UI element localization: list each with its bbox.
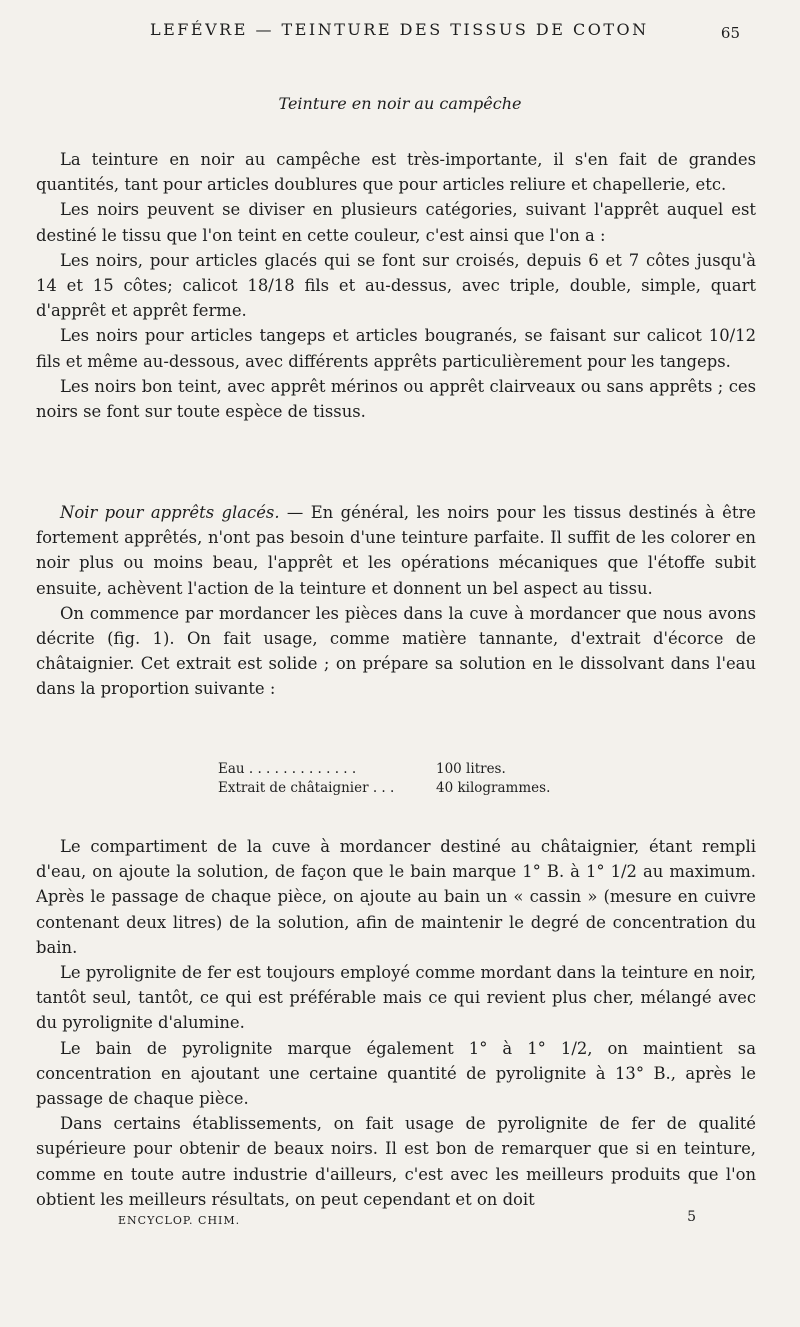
ingredient-name: Extrait de châtaignier . . . <box>218 780 395 796</box>
paragraph: Le pyrolignite de fer est toujours employé comme mordant dans la teinture en noir, tantôt seul, tantôt, ce qui est préférable mais ce qui revient plus cher, mélangé avec du pyrolignite d'alumine. <box>36 963 756 1033</box>
run-in-heading: Noir pour apprêts glacés. <box>60 503 280 522</box>
paragraph: La teinture en noir au campêche est très-importante, il s'en fait de grandes quantités, tant pour articles doublures que pour articles reliure et chapellerie, etc. <box>36 150 756 195</box>
paragraph <box>36 500 756 601</box>
signature-mark: 5 <box>687 1209 696 1225</box>
ingredient-name: Eau . . . . . . . . . . . . . <box>218 761 357 777</box>
paragraph: On commence par mordancer les pièces dans la cuve à mordancer que nous avons décrite (fig. 1). On fait usage, comme matière tannante, d'extrait d'écorce de châtaignier. Cet extrait est solide ; on prépare sa solution en le dissolvant dans l'eau dans la proportion suivante : <box>36 603 756 699</box>
closing-block <box>36 834 756 1212</box>
ingredient-row <box>218 760 550 779</box>
glaces-block <box>36 500 756 702</box>
ingredient-table <box>218 760 550 798</box>
paragraph: Le compartiment de la cuve à mordancer destiné au châtaignier, étant rempli d'eau, on ajoute la solution, de façon que le bain marque 1° B. à 1° 1/2 au maximum. Après le passage de chaque pièce, on ajoute au bain un « cassin » (mesure en cuivre contenant deux litres) de la solution, afin de maintenir le degré de concentration du bain. <box>36 837 756 957</box>
paragraph: Les noirs bon teint, avec apprêt mérinos ou apprêt clairveaux ou sans apprêts ; ces noirs se font sur toute espèce de tissus. <box>36 376 756 422</box>
ingredient-quantity: 100 litres. <box>436 761 506 777</box>
ingredient-row <box>218 779 550 798</box>
intro-block <box>36 147 756 424</box>
paragraph: Les noirs pour articles tangeps et articles bougranés, se faisant sur calicot 10/12 fils et même au-dessous, avec différents apprêts particulièrement pour les tangeps. <box>36 326 756 371</box>
page-number: 65 <box>720 24 740 42</box>
ingredient-quantity: 40 kilogrammes. <box>436 780 551 796</box>
book-label: ENCYCLOP. CHIM. <box>118 1214 241 1227</box>
paragraph: Les noirs peuvent se diviser en plusieurs catégories, suivant l'apprêt auquel est destiné le tissu que l'on teint en cette couleur, c'est ainsi que l'on a : <box>36 200 756 245</box>
paragraph: Les noirs, pour articles glacés qui se font sur croisés, depuis 6 et 7 côtes jusqu'à 14 et 15 côtes; calicot 18/18 fils et au-dessus, avec triple, double, simple, quart d'apprêt et apprêt ferme. <box>36 250 756 321</box>
paragraph: Le bain de pyrolignite marque également 1° à 1° 1/2, on maintient sa concentration en ajoutant une certaine quantité de pyrolignite à 13° B., après le passage de chaque pièce. <box>36 1038 756 1109</box>
paragraph-text: — En général, les noirs pour les tissus destinés à être fortement apprêtés, n'ont pas besoin d'une teinture parfaite. Il suffit de les colorer en noir plus ou moins beau, l'apprêt et les opérations mécaniques que l'étoffe subit ensuite, achèvent l'action de la teinture et donnent un bel aspect au tissu. <box>36 503 756 598</box>
section-title: Teinture en noir au campêche <box>278 94 522 113</box>
paragraph: Dans certains établissements, on fait usage de pyrolignite de fer de qualité supérieure pour obtenir de beaux noirs. Il est bon de remarquer que si en teinture, comme en toute autre industrie d'ailleurs, c'est avec les meilleurs produits que l'on obtient les meilleurs résultats, on peut cependant et on doit <box>36 1114 756 1209</box>
running-title: LEFÉVRE — TEINTURE DES TISSUS DE COTON <box>150 20 649 39</box>
